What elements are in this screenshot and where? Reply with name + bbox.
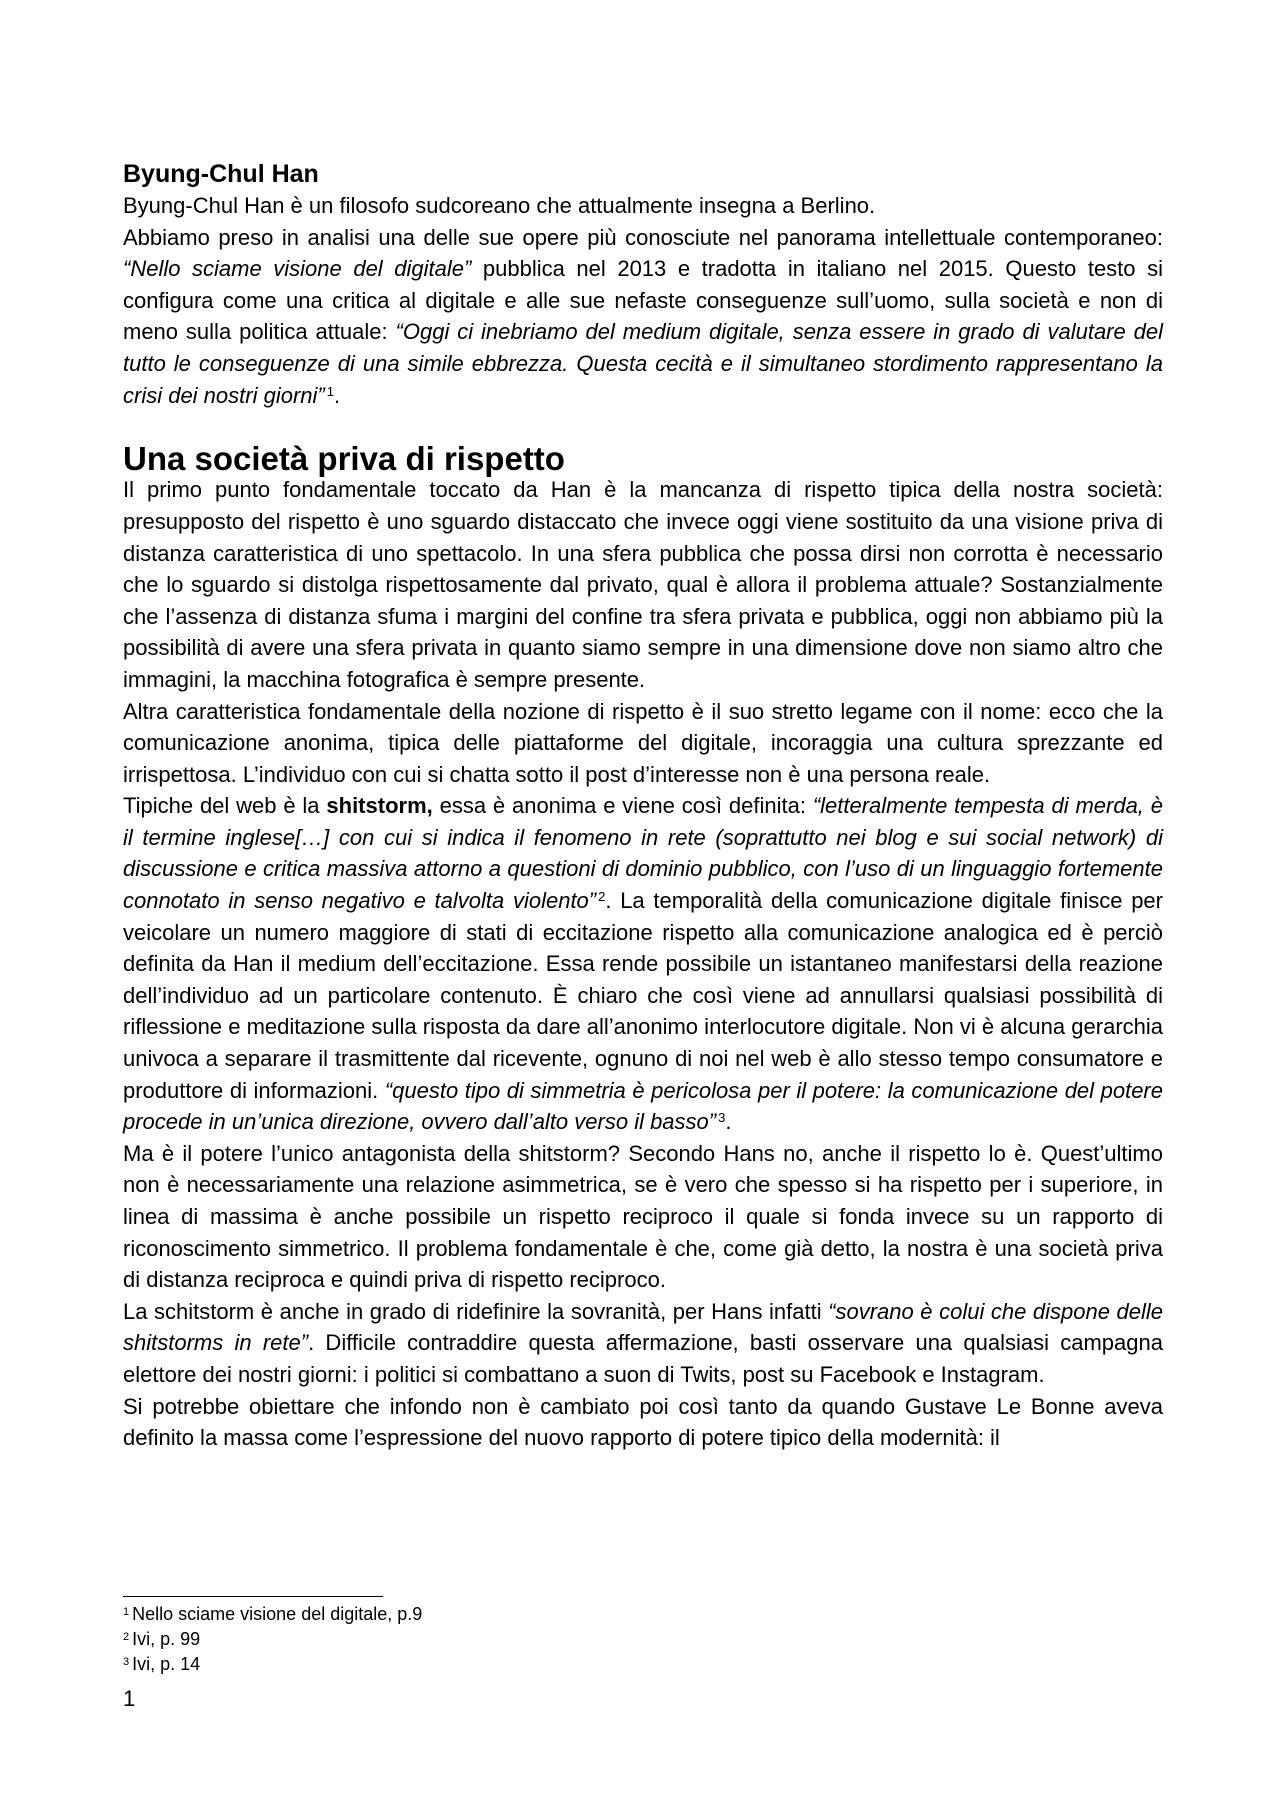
footnote-number: 2 — [123, 1631, 130, 1643]
footnotes — [123, 1602, 422, 1677]
footnote-text: Ivi, p. 99 — [132, 1629, 201, 1649]
section-title: Una società priva di rispetto — [123, 439, 565, 477]
p3-end: . — [725, 1109, 732, 1135]
section-paragraph-2: Altra caratteristica fondamentale della nozione di rispetto è il suo stretto legame con il nome: ecco che la comunicazione anonima, tipica delle piattaforme del digitale, incoraggia una cultura sprezzante ed irrispettosa. L’individuo con cui si chatta sotto il post d’interesse non è una persona reale. — [123, 698, 1163, 787]
footnote-ref-2[interactable]: 2 — [598, 889, 606, 905]
p3-quote-2: “questo tipo di simmetria è pericolosa per il potere: la comunicazione del potere procede in un’unica direzione, ovvero dall’alto verso il basso” — [123, 1077, 1163, 1135]
p3-text-a: Tipiche del web è la — [123, 793, 327, 819]
p3-quote: “letteralmente tempesta di merda, è il termine inglese[…] con cui si indica il fenomeno in rete (soprattutto nei blog e sui social network) di discussione e critica massiva attorno a questioni di dominio pubblico, con l’uso di un linguaggio fortemente connotato in senso negativo e talvolta violento” — [123, 793, 1163, 914]
document-body — [123, 158, 1163, 1454]
section-paragraph-3 — [123, 790, 1163, 1138]
p3-text-c: . La temporalità della comunicazione digitale finisce per veicolare un numero maggiore di stati di eccitazione rispetto alla comunicazione analogica ed è perciò definita da Han il medium dell’eccitazione. Essa rende possibile un istantaneo manifestarsi della reazione dell’individuo ad un particolare contenuto. È chiaro che così viene ad annullarsi qualsiasi possibilità di riflessione e meditazione sulla risposta da dare all’anonimo interlocutore digitale. Non vi è alcuna gerarchia univoca a separare il trasmittente dal ricevente, ognuno di noi nel web è allo stesso tempo consumatore e produttore di informazioni. — [123, 888, 1163, 1103]
footnote-number: 3 — [123, 1656, 130, 1668]
p3-text-b: essa è anonima e viene così definita: — [432, 793, 813, 819]
footnote-2 — [123, 1627, 422, 1652]
p5-quote: “sovrano è colui che dispone delle shitstorms in rete” — [123, 1298, 1163, 1356]
document-title: Byung-Chul Han — [123, 160, 319, 188]
footnote-ref-1[interactable]: 1 — [326, 383, 334, 399]
shitstorm-term: shitstorm, — [326, 793, 433, 819]
section-paragraph-5 — [123, 1296, 1163, 1391]
book-title: “Nello sciame visione del digitale” — [123, 256, 472, 282]
footnote-1 — [123, 1602, 422, 1627]
paragraph-spacer — [123, 411, 1163, 443]
page-number: 1 — [123, 1686, 136, 1711]
footnote-ref-3[interactable]: 3 — [718, 1110, 726, 1126]
section-paragraph-1: Il primo punto fondamentale toccato da Han è la mancanza di rispetto tipica della nostra società: presupposto del rispetto è uno sguardo distaccato che invece oggi viene sostituito da una visione priva di distanza caratteristica di uno spettacolo. In una sfera pubblica che possa dirsi non corrotta è necessario che lo sguardo si distolga rispettosamente dal privato, qual è allora il problema attuale? Sostanzialmente che l’assenza di distanza sfuma i margini del confine tra sfera privata e pubblica, oggi non abbiamo più la possibilità di avere una sfera privata in quanto siamo sempre in una dimensione dove non siamo altro che immagini, la macchina fotografica è sempre presente. — [123, 477, 1163, 692]
footnote-text: Nello sciame visione del digitale, p.9 — [132, 1604, 423, 1624]
intro-text-2: pubblica nel 2013 e tradotta in italiano nel 2015. Questo testo si configura come una critica al digitale e alle sue nefaste conseguenze sull’uomo, sulla società e non di meno sulla politica attuale: — [123, 256, 1163, 345]
intro-paragraph — [123, 222, 1163, 412]
intro-text: Abbiamo preso in analisi una delle sue opere più conosciute nel panorama intellettuale contemporaneo: — [123, 224, 1163, 250]
footnote-3 — [123, 1652, 422, 1677]
footnote-separator — [123, 1596, 383, 1597]
intro-quote: “Oggi ci inebriamo del medium digitale, senza essere in grado di valutare del tutto le conseguenze di una simile ebbrezza. Questa cecità e il simultaneo stordimento rappresentano la crisi dei nostri giorni” — [123, 319, 1163, 408]
footnote-text: Ivi, p. 14 — [132, 1654, 201, 1674]
intro-end: . — [333, 382, 341, 408]
intro-line: Byung-Chul Han è un filosofo sudcoreano che attualmente insegna a Berlino. — [123, 193, 876, 218]
p5-text-a: La schitstorm è anche in grado di ridefinire la sovranità, per Hans infatti — [123, 1298, 829, 1324]
footnote-number: 1 — [123, 1606, 130, 1618]
section-paragraph-6: Si potrebbe obiettare che infondo non è cambiato poi così tanto da quando Gustave Le Bonne aveva definito la massa come l’espressione del nuovo rapporto di potere tipico della modernità: il — [123, 1393, 1163, 1451]
p5-text-b: . Difficile contraddire questa affermazione, basti osservare una qualsiasi campagna elettore dei nostri giorni: i politici si combattano a suon di Twits, post su Facebook e Instagram. — [123, 1330, 1163, 1387]
section-paragraph-4: Ma è il potere l’unico antagonista della shitstorm? Secondo Hans no, anche il rispetto lo è. Quest’ultimo non è necessariamente una relazione asimmetrica, se è vero che spesso si ha rispetto per i superiore, in linea di massima è anche possibile un rispetto reciproco il quale si fonda invece su un rapporto di riconoscimento simmetrico. Il problema fondamentale è che, come già detto, la nostra è una società priva di distanza reciproca e quindi priva di rispetto reciproco. — [123, 1140, 1163, 1293]
